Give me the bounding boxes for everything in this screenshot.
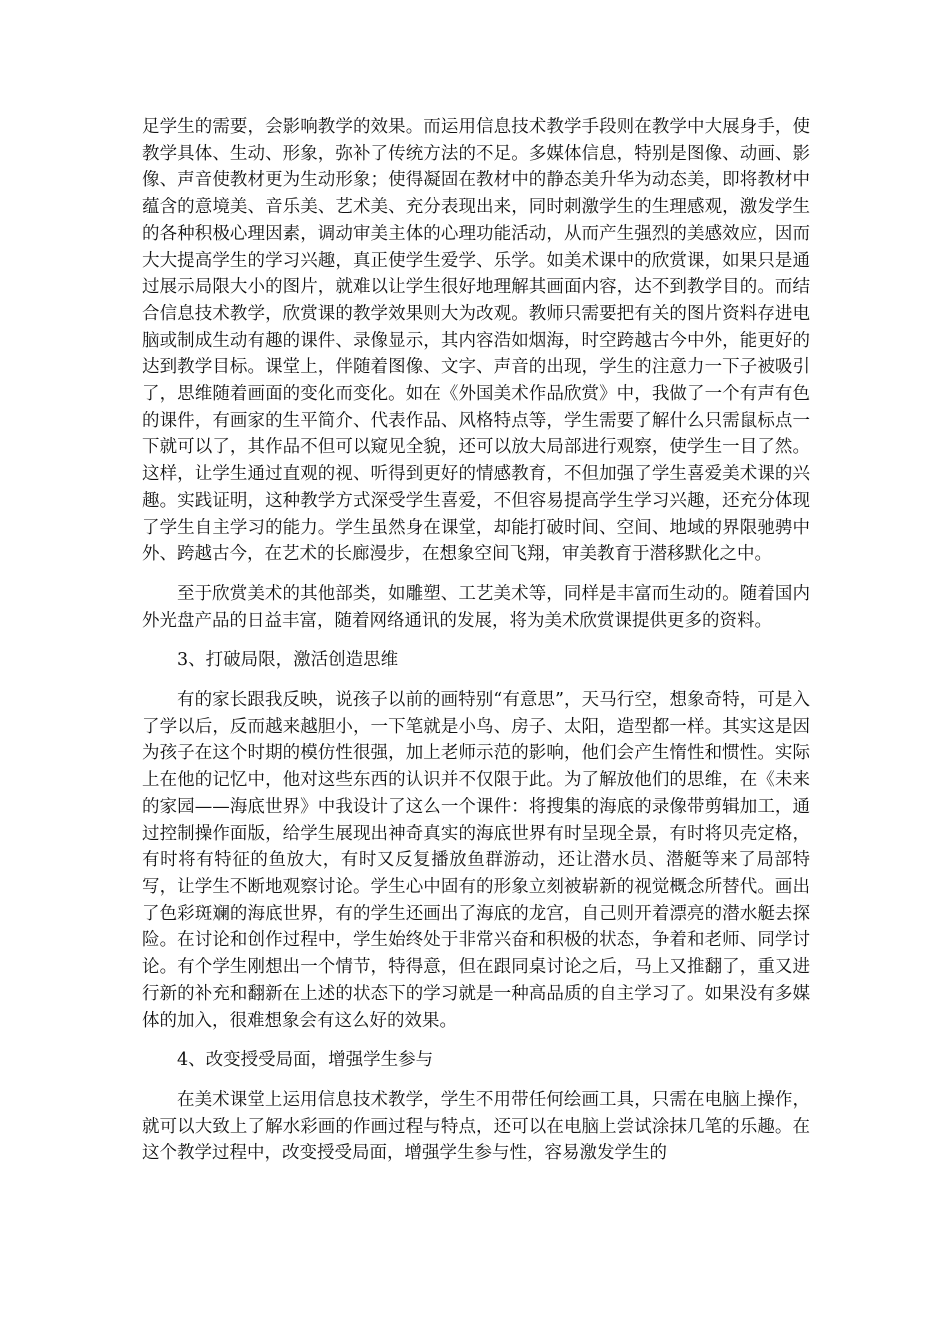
- document-page: [142, 114, 810, 1167]
- paragraph-appreciation-other: 至于欣赏美术的其他部类，如雕塑、工艺美术等，同样是丰富而生动的。随着国内外光盘产品的日益丰富，随着网络通讯的发展，将为美术欣赏课提供更多的资料。: [142, 583, 810, 631]
- paragraph-creative-thinking: 有的家长跟我反映，说孩子以前的画特别“有意思”，天马行空，想象奇特，可是入了学以后，反而越来越胆小，一下笔就是小鸟、房子、太阳，造型都一样。其实这是因为孩子在这个时期的模仿性很强，加上老师示范的影响，他们会产生惰性和惯性。实际上在他的记忆中，他对这些东西的认识并不仅限于此。为了解放他们的思维，在《未来的家园——海底世界》中我设计了这么一个课件：将搜集的海底的录像带剪辑加工，通过控制操作面版，给学生展现出神奇真实的海底世界有时呈现全景，有时将贝壳定格，有时将有特征的鱼放大，有时又反复播放鱼群游动，还让潜水员、潜艇等来了局部特写，让学生不断地观察讨论。学生心中固有的形象立刻被崭新的视觉概念所替代。画出了色彩斑斓的海底世界，有的学生还画出了海底的龙宫，自己则开着漂亮的潜水艇去探险。在讨论和创作过程中，学生始终处于非常兴奋和积极的状态，争着和老师、同学讨论。有个学生刚想出一个情节，特得意，但在跟同桌讨论之后，马上又推翻了，重又进行新的补充和翻新在上述的状态下的学习就是一种高品质的自主学习了。如果没有多媒体的加入，很难想象会有这么好的效果。: [142, 690, 810, 1031]
- section-heading-3: 3、打破局限，激活创造思维: [177, 650, 399, 671]
- paragraph-continuation: 足学生的需要，会影响教学的效果。而运用信息技术教学手段则在教学中大展身手，使教学具体、生动、形象，弥补了传统方法的不足。多媒体信息，特别是图像、动画、影像、声音使教材更为生动形象；使得凝固在教材中的静态美升华为动态美，即将教材中蕴含的意境美、音乐美、艺术美、充分表现出来，同时刺激学生的生理感观，激发学生的各种积极心理因素，调动审美主体的心理功能活动，从而产生强烈的美感效应，因而大大提高学生的学习兴趣，真正使学生爱学、乐学。如美术课中的欣赏课，如果只是通过展示局限大小的图片，就难以让学生很好地理解其画面内容，达不到教学目的。而结合信息技术教学，欣赏课的教学效果则大为改观。教师只需要把有关的图片资料存进电脑或制成生动有趣的课件、录像显示，其内容浩如烟海，时空跨越古今中外，能更好的达到教学目标。课堂上，伴随着图像、文字、声音的出现，学生的注意力一下子被吸引了，思维随着画面的变化而变化。如在《外国美术作品欣赏》中，我做了一个有声有色的课件，有画家的生平简介、代表作品、风格特点等，学生需要了解什么只需鼠标点一下就可以了，其作品不但可以窥见全貌，还可以放大局部进行观察，使学生一目了然。这样，让学生通过直观的视、听得到更好的情感教育，不但加强了学生喜爱美术课的兴趣。实践证明，这种教学方式深受学生喜爱，不但容易提高学生学习兴趣，还充分体现了学生自主学习的能力。学生虽然身在课堂，却能打破时间、空间、地域的界限驰骋中外、跨越古今，在艺术的长廊漫步，在想象空间飞翔，审美教育于潜移默化之中。: [142, 117, 810, 565]
- paragraph-student-participation: 在美术课堂上运用信息技术教学，学生不用带任何绘画工具，只需在电脑上操作，就可以大致上了解水彩画的作画过程与特点，还可以在电脑上尝试涂抹几笔的乐趣。在这个教学过程中，改变授受局面，增强学生参与性，容易激发学生的: [142, 1089, 810, 1164]
- section-heading-4: 4、改变授受局面，增强学生参与: [177, 1050, 434, 1071]
